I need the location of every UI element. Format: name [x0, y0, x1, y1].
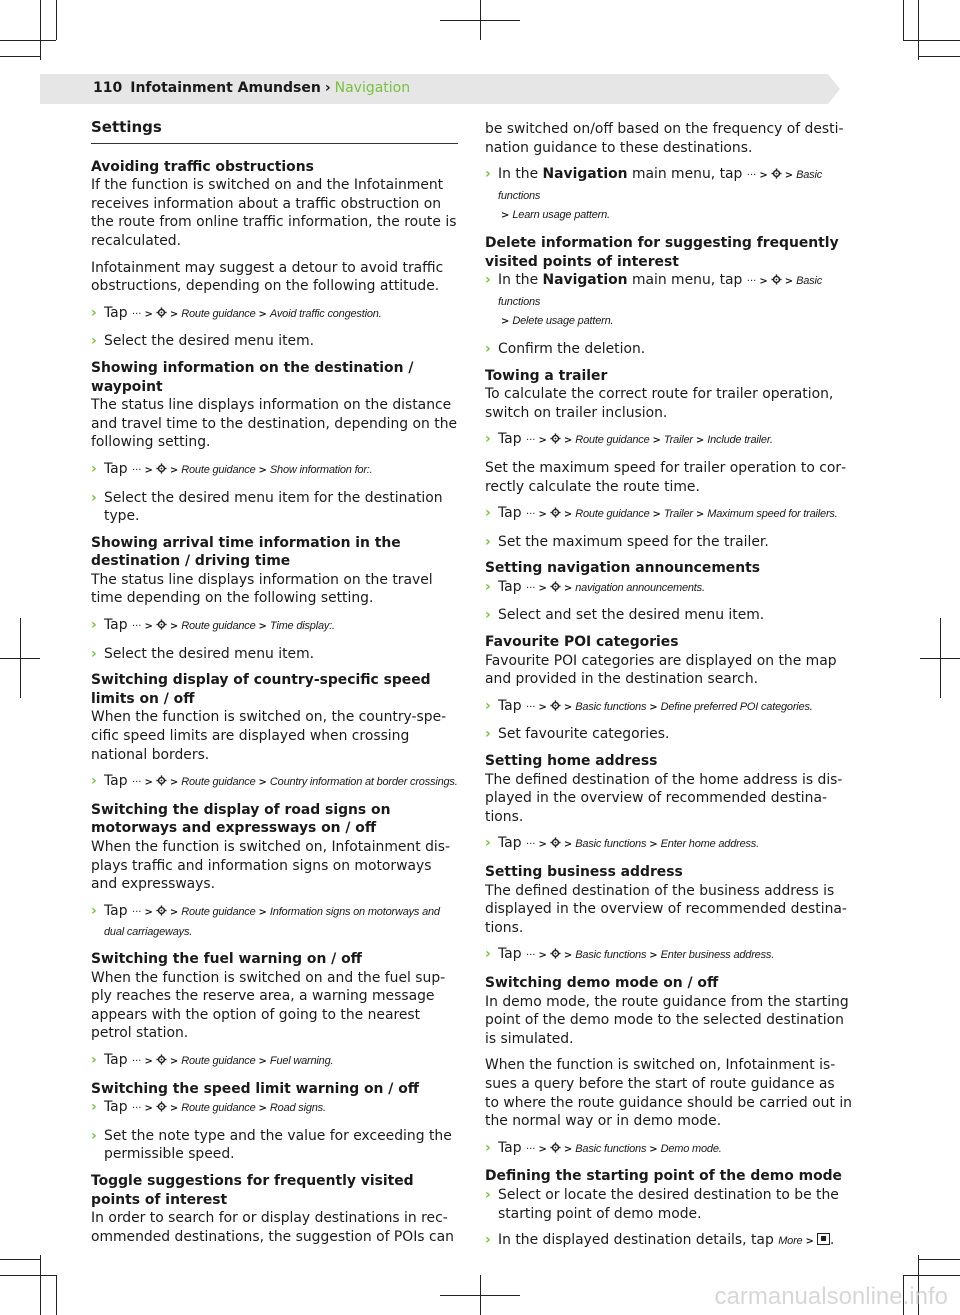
step-arrow-icon: ›: [485, 835, 491, 852]
step-arrow-icon: ›: [485, 578, 491, 595]
chevron-right-icon: >: [649, 950, 658, 962]
heading-road-signs: Switching the display of road signs on motorways and expressways on / off: [91, 801, 391, 837]
heading-demo-mode: Switching demo mode on / off: [485, 974, 719, 991]
step-arrow-icon: ›: [91, 489, 97, 506]
gear-icon: [771, 274, 782, 285]
navigation-label: Navigation: [542, 272, 628, 289]
instruction-step: [91, 772, 458, 793]
crop-mark: [903, 40, 960, 41]
instruction-step: [91, 1098, 458, 1119]
chevron-right-icon: >: [144, 1055, 153, 1067]
menu-path: Route guidance: [181, 1054, 256, 1067]
section-title: Settings: [91, 118, 458, 144]
chevron-right-icon: >: [144, 308, 153, 320]
menu-path: Enter business address.: [660, 949, 775, 962]
chevron-right-icon: >: [144, 464, 153, 476]
crop-mark: [940, 618, 941, 698]
step-arrow-icon: ›: [485, 1139, 491, 1156]
heading-poi-suggestions: Toggle suggestions for frequently visited points of interest: [91, 1172, 414, 1208]
step-text: In the displayed destination details, tap: [498, 1232, 774, 1249]
more-icon: ···: [525, 582, 536, 594]
more-icon: ···: [525, 839, 536, 851]
menu-path: Show information for:.: [269, 463, 373, 476]
heading-fuel-warning: Switching the fuel warning on / off: [91, 950, 362, 967]
more-icon: ···: [131, 1055, 142, 1067]
step-arrow-icon: ›: [485, 272, 491, 289]
more-icon: ···: [131, 1103, 142, 1115]
menu-path: Define preferred POI categories.: [660, 700, 813, 713]
heading-demo-start: Defining the starting point of the demo mode: [485, 1168, 842, 1185]
step-arrow-icon: ›: [91, 1051, 97, 1068]
instruction-step: [91, 460, 458, 481]
gear-icon: [156, 463, 167, 474]
heading-delete-usage: Delete information for suggesting frequently visited points of interest: [485, 234, 839, 270]
crop-mark: [40, 1255, 41, 1315]
step-text: Select the desired menu item.: [104, 333, 315, 350]
step-arrow-icon: ›: [485, 946, 491, 963]
gear-icon: [550, 700, 561, 711]
step-text: Tap: [104, 460, 128, 477]
step-text: Select the desired menu item.: [104, 645, 315, 662]
instruction-step: [485, 697, 852, 718]
chevron-right-icon: >: [805, 1236, 814, 1248]
heading-trailer: Towing a trailer: [485, 367, 608, 384]
chevron-right-icon: >: [759, 170, 768, 182]
menu-path: Country information at border crossings.: [269, 776, 458, 789]
chevron-right-icon: >: [144, 906, 153, 918]
menu-path: Delete usage pattern.: [512, 315, 614, 328]
instruction-step: [485, 834, 852, 855]
paragraph: To calculate the correct route for trailer operation, switch on trailer inclusion.: [485, 386, 834, 421]
menu-path: Route guidance: [575, 508, 650, 521]
chevron-right-icon: >: [563, 435, 573, 447]
menu-path: Basic functions: [575, 1142, 647, 1155]
instruction-step: [485, 533, 852, 552]
step-text: In the: [498, 272, 539, 289]
menu-path: Basic functions: [575, 838, 647, 851]
paragraph: Infotainment may suggest a detour to avoid traffic obstructions, depending on the following attitude.: [91, 259, 444, 295]
heading-traffic: Avoiding traffic obstructions: [91, 158, 314, 175]
chevron-right-icon: >: [169, 777, 179, 789]
step-text: Tap: [498, 505, 522, 522]
step-text: Tap: [104, 617, 128, 634]
heading-favourite-poi: Favourite POI categories: [485, 634, 679, 651]
menu-path: Maximum speed for trailers.: [707, 508, 838, 521]
paragraph: In demo mode, the route guidance from the starting point of the demo mode to the selected destination is simulated.: [485, 993, 849, 1047]
more-icon: ···: [525, 435, 536, 447]
gear-icon: [156, 307, 167, 318]
paragraph: When the function is switched on and the fuel supply reaches the reserve area, a warning message appears with the option of going to the nearest petrol station.: [91, 969, 446, 1042]
step-arrow-icon: ›: [91, 1127, 97, 1144]
step-arrow-icon: ›: [485, 607, 491, 624]
chevron-right-icon: >: [649, 701, 658, 713]
crop-mark: [440, 1295, 520, 1296]
step-arrow-icon: ›: [485, 697, 491, 714]
crop-mark: [918, 56, 960, 57]
chevron-right-icon: >: [649, 839, 658, 851]
menu-path: Enter home address.: [660, 838, 759, 851]
step-text: Tap: [498, 946, 522, 963]
menu-path: Information signs on motorways and dual carriageways.: [104, 905, 440, 939]
step-arrow-icon: ›: [485, 505, 491, 522]
gear-icon: [771, 168, 782, 179]
step-text: Tap: [498, 578, 522, 595]
menu-path: More: [778, 1235, 803, 1248]
breadcrumb-separator: ›: [324, 80, 331, 96]
watermark: carmanualsonline.info: [714, 1283, 948, 1310]
menu-path: Route guidance: [181, 776, 256, 789]
chevron-right-icon: >: [538, 509, 547, 521]
menu-path: Route guidance: [181, 1102, 256, 1115]
menu-path: Trailer: [663, 434, 693, 447]
chevron-right-icon: >: [538, 582, 547, 594]
left-column: [91, 118, 458, 1254]
chevron-right-icon: >: [652, 435, 661, 447]
gear-icon: [550, 948, 561, 959]
chevron-right-icon: >: [759, 276, 768, 288]
step-arrow-icon: ›: [485, 166, 491, 183]
chevron-right-icon: >: [169, 308, 179, 320]
breadcrumb-section: Infotainment Amundsen: [130, 80, 321, 96]
chevron-right-icon: >: [169, 1055, 179, 1067]
paragraph: The defined destination of the home address is displayed in the overview of recommended destinations.: [485, 771, 843, 825]
more-icon: ···: [131, 906, 142, 918]
chevron-right-icon: >: [169, 621, 179, 633]
crop-mark: [903, 1275, 960, 1276]
step-arrow-icon: ›: [91, 902, 97, 919]
step-text: Set the maximum speed for the trailer.: [498, 533, 769, 550]
paragraph: be switched on/off based on the frequency of destination guidance to these destinations.: [485, 121, 844, 156]
step-text: Tap: [498, 1139, 522, 1156]
step-text: .: [829, 1232, 835, 1249]
chevron-right-icon: >: [563, 701, 573, 713]
paragraph: When the function is switched on, Infotainment issues a query before the start of route guidance as to where the route guidance should be carried out in the normal way or in demo mode.: [485, 1057, 852, 1130]
chevron-right-icon: >: [695, 509, 705, 521]
crop-mark: [56, 0, 57, 40]
menu-path: Road signs.: [269, 1102, 326, 1115]
paragraph: When the function is switched on, Infotainment displays traffic and information signs on motorways and expressways.: [91, 839, 451, 893]
menu-path: Include trailer.: [707, 434, 773, 447]
instruction-step: [485, 430, 852, 451]
crop-mark: [0, 56, 40, 57]
chevron-right-icon: >: [784, 276, 794, 288]
crop-mark: [0, 1259, 40, 1260]
chevron-right-icon: >: [563, 839, 573, 851]
menu-path: Avoid traffic congestion.: [269, 307, 382, 320]
instruction-step: [485, 1231, 852, 1252]
chevron-right-icon: >: [563, 509, 573, 521]
step-arrow-icon: ›: [91, 773, 97, 790]
step-text: main menu, tap: [631, 166, 743, 183]
menu-path: Basic functions: [575, 949, 647, 962]
chevron-right-icon: >: [563, 582, 573, 594]
menu-path: Basic functions: [498, 169, 823, 202]
step-arrow-icon: ›: [91, 617, 97, 634]
chevron-right-icon: >: [258, 464, 267, 476]
menu-path: Route guidance: [575, 434, 650, 447]
chevron-right-icon: >: [169, 906, 179, 918]
chevron-right-icon: >: [784, 170, 794, 182]
chevron-right-icon: >: [144, 777, 153, 789]
right-column: [485, 120, 852, 1260]
menu-path: Route guidance: [181, 307, 256, 320]
instruction-step: [91, 645, 458, 664]
more-icon: ···: [131, 308, 142, 320]
more-icon: ···: [131, 621, 142, 633]
step-arrow-icon: ›: [91, 1099, 97, 1116]
instruction-step: [485, 504, 852, 525]
instruction-step: [485, 606, 852, 625]
menu-path: Route guidance: [181, 905, 256, 918]
instruction-step: [91, 902, 458, 942]
heading-business-address: Setting business address: [485, 864, 683, 880]
instruction-step: [485, 165, 852, 226]
crop-mark: [20, 618, 21, 698]
menu-path: Demo mode.: [660, 1142, 722, 1155]
step-arrow-icon: ›: [485, 340, 491, 357]
gear-icon: [550, 581, 561, 592]
gear-icon: [156, 1101, 167, 1112]
crop-mark: [903, 0, 904, 40]
heading-announcements: Setting navigation announcements: [485, 560, 761, 577]
heading-destination: Showing information on the destination / waypoint: [91, 359, 414, 395]
instruction-step: [485, 340, 852, 359]
step-arrow-icon: ›: [91, 304, 97, 321]
step-text: Select the desired menu item for the destination type.: [104, 489, 443, 525]
breadcrumb-current: Navigation: [334, 80, 411, 96]
step-text: Set favourite categories.: [498, 726, 670, 743]
crop-mark: [56, 1275, 57, 1315]
more-icon: ···: [525, 1143, 536, 1155]
chevron-right-icon: >: [538, 701, 547, 713]
chevron-right-icon: >: [169, 464, 179, 476]
more-icon: ···: [525, 701, 536, 713]
chevron-right-icon: >: [258, 1055, 267, 1067]
step-text: Tap: [104, 1099, 128, 1116]
chevron-right-icon: >: [538, 435, 547, 447]
chevron-right-icon: >: [652, 509, 661, 521]
instruction-step: [91, 489, 458, 526]
step-text: Select or locate the desired destination to be the starting point of demo mode.: [498, 1186, 839, 1222]
step-text: Tap: [104, 902, 128, 919]
menu-path: Route guidance: [181, 620, 256, 633]
chevron-right-icon: >: [258, 621, 267, 633]
gear-icon: [550, 1142, 561, 1153]
heading-home-address: Setting home address: [485, 753, 658, 770]
heading-speed-warning: Switching the speed limit warning on / off: [91, 1080, 419, 1097]
navigation-label: Navigation: [542, 166, 628, 183]
step-arrow-icon: ›: [485, 726, 491, 743]
gear-icon: [156, 1054, 167, 1065]
menu-path: Basic functions: [498, 275, 823, 308]
paragraph: When the function is switched on, the country-specific speed limits are displayed when crossing national borders.: [91, 709, 447, 763]
instruction-step: [91, 304, 458, 325]
step-text: In the: [498, 166, 539, 183]
paragraph: The defined destination of the business address is displayed in the overview of recommended destinations.: [485, 882, 847, 936]
more-icon: ···: [525, 950, 536, 962]
step-text: Confirm the deletion.: [498, 340, 646, 357]
paragraph: The status line displays information on the distance and travel time to the destination, depending on the following setting.: [91, 397, 458, 451]
instruction-step: [485, 1139, 852, 1160]
more-icon: ···: [131, 777, 142, 789]
instruction-step: [485, 945, 852, 966]
menu-path: Fuel warning.: [269, 1054, 334, 1067]
more-icon: ···: [746, 276, 757, 288]
step-arrow-icon: ›: [485, 533, 491, 550]
chevron-right-icon: >: [563, 1143, 573, 1155]
menu-path: Time display:.: [269, 620, 335, 633]
paragraph: Favourite POI categories are displayed on the map and provided in the destination search.: [485, 652, 837, 688]
more-icon: ···: [131, 464, 142, 476]
paragraph: The status line displays information on the travel time depending on the following setting.: [91, 571, 433, 607]
breadcrumb: [93, 80, 410, 96]
instruction-step: [485, 578, 852, 599]
crop-mark: [40, 0, 41, 60]
gear-icon: [550, 433, 561, 444]
chevron-right-icon: >: [501, 316, 510, 328]
step-text: Tap: [498, 835, 522, 852]
chevron-right-icon: >: [258, 308, 267, 320]
step-text: main menu, tap: [631, 272, 743, 289]
step-arrow-icon: ›: [91, 333, 97, 350]
heading-speed-limits: Switching display of country-specific speed limits on / off: [91, 672, 431, 707]
step-arrow-icon: ›: [91, 460, 97, 477]
instruction-step: [91, 1127, 458, 1164]
menu-path: Learn usage pattern.: [512, 209, 610, 222]
gear-icon: [550, 507, 561, 518]
heading-arrival: Showing arrival time information in the destination / driving time: [91, 534, 401, 570]
step-text: Tap: [498, 697, 522, 714]
chevron-right-icon: >: [144, 621, 153, 633]
gear-icon: [156, 775, 167, 786]
gear-icon: [156, 619, 167, 630]
step-text: Select and set the desired menu item.: [498, 607, 765, 624]
chevron-right-icon: >: [144, 1103, 153, 1115]
gear-icon: [156, 905, 167, 916]
crop-mark: [0, 1275, 56, 1276]
chevron-right-icon: >: [258, 777, 267, 789]
instruction-step: [485, 1186, 852, 1223]
chevron-right-icon: >: [258, 1103, 267, 1115]
instruction-step: [91, 332, 458, 351]
menu-path: navigation announcements.: [575, 581, 705, 594]
demo-start-icon: [817, 1233, 830, 1245]
chevron-right-icon: >: [169, 1103, 179, 1115]
chevron-right-icon: >: [538, 839, 547, 851]
paragraph: In order to search for or display destinations in recommended destinations, the suggestion of POIs can: [91, 1210, 454, 1245]
chevron-right-icon: >: [695, 435, 705, 447]
crop-mark: [440, 20, 520, 21]
instruction-step: [91, 616, 458, 637]
step-arrow-icon: ›: [485, 431, 491, 448]
step-text: Tap: [498, 431, 522, 448]
paragraph: If the function is switched on and the Infotainment receives information about a traffic obstruction on the route from online traffic information, the route is recalculated.: [91, 177, 457, 249]
menu-path: Route guidance: [181, 463, 256, 476]
step-arrow-icon: ›: [485, 1232, 491, 1249]
page-number: 110: [93, 80, 123, 96]
menu-path: Trailer: [663, 508, 693, 521]
crop-mark: [918, 1259, 960, 1260]
chevron-right-icon: >: [501, 210, 510, 222]
step-arrow-icon: ›: [485, 1186, 491, 1203]
chevron-right-icon: >: [538, 1143, 547, 1155]
instruction-step: [91, 1051, 458, 1072]
chevron-right-icon: >: [538, 950, 547, 962]
chevron-right-icon: >: [649, 1143, 658, 1155]
gear-icon: [550, 837, 561, 848]
chevron-right-icon: >: [563, 950, 573, 962]
more-icon: ···: [746, 170, 757, 182]
step-text: Set the note type and the value for exceeding the permissible speed.: [104, 1127, 452, 1163]
step-text: Tap: [104, 304, 128, 321]
instruction-step: [485, 271, 852, 332]
paragraph: Set the maximum speed for trailer operation to correctly calculate the route time.: [485, 459, 847, 495]
step-text: Tap: [104, 773, 128, 790]
chevron-right-icon: >: [258, 906, 267, 918]
crop-mark: [918, 0, 919, 60]
more-icon: ···: [525, 509, 536, 521]
crop-mark: [0, 40, 56, 41]
step-arrow-icon: ›: [91, 645, 97, 662]
menu-path: Basic functions: [575, 700, 647, 713]
step-text: Tap: [104, 1051, 128, 1068]
instruction-step: [485, 725, 852, 744]
